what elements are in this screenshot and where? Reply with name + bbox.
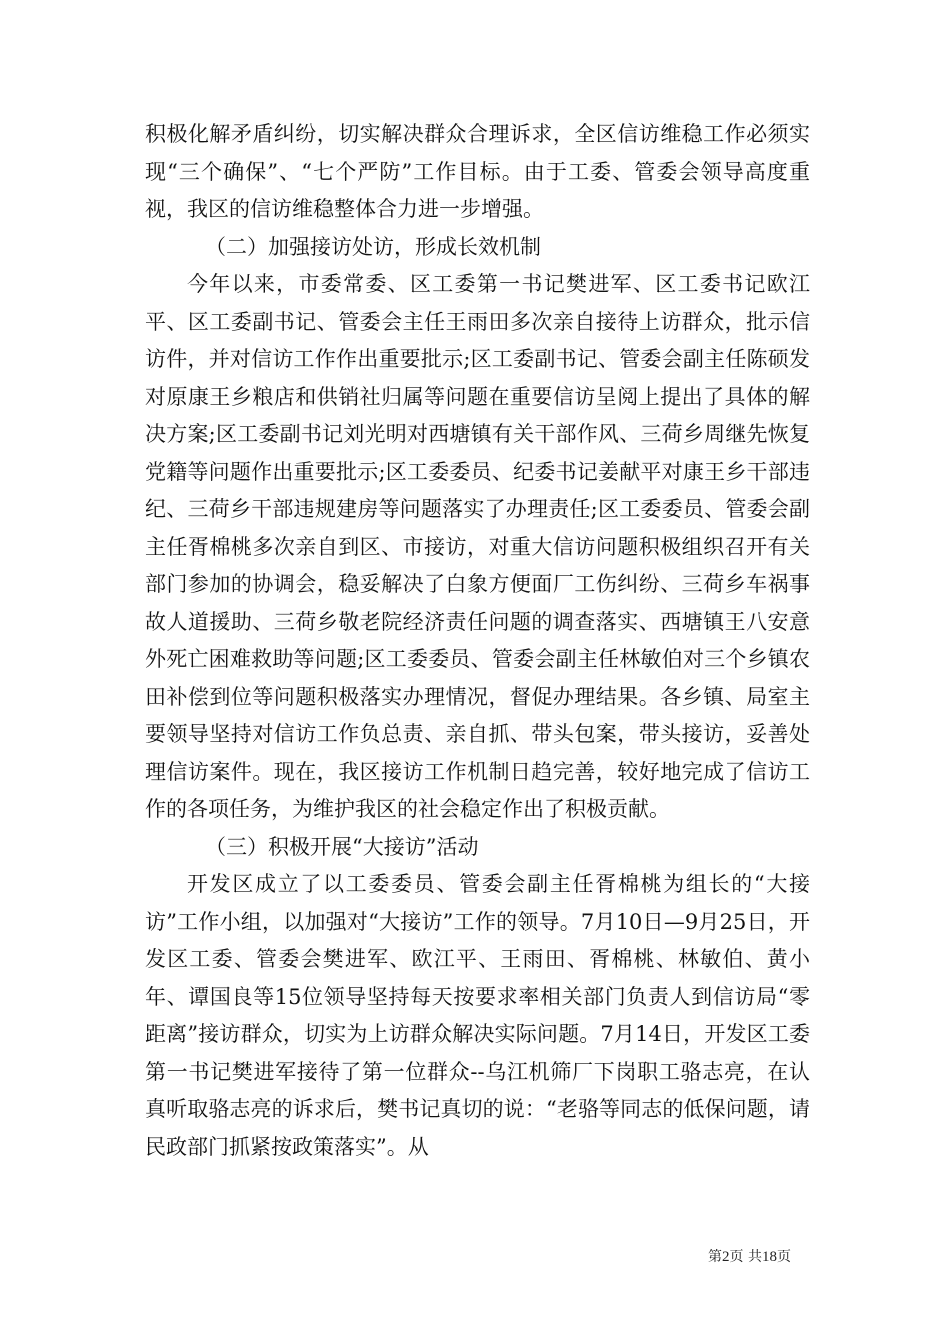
page-prefix: 第	[708, 1249, 722, 1265]
paragraph-continuation: 积极化解矛盾纠纷，切实解决群众合理诉求，全区信访维稳工作必须实现“三个确保”、“七个严防”工作目标。由于工委、管委会领导高度重视，我区的信访维稳整体合力进一步增强。	[145, 122, 810, 221]
page-middle: 页 共	[729, 1249, 762, 1265]
section-heading-2: （二）加强接访处访，形成长效机制	[205, 234, 541, 259]
document-body	[145, 116, 810, 1166]
current-page: 2	[722, 1249, 730, 1265]
paragraph-body: 今年以来，市委常委、区工委第一书记樊进军、区工委书记欧江平、区工委副书记、管委会主任王雨田多次亲自接待上访群众，批示信访件，并对信访工作作出重要批示;区工委副书记、管委会副主任陈硕发对原康王乡粮店和供销社归属等问题在重要信访呈阅上提出了具体的解决方案;区工委副书记刘光明对西塘镇有关干部作风、三荷乡周继先恢复党籍等问题作出重要批示;区工委委员、纪委书记姜献平对康王乡干部违纪、三荷乡干部违规建房等问题落实了办理责任;区工委委员、管委会副主任胥棉桃多次亲自到区、市接访，对重大信访问题积极组织召开有关部门参加的协调会，稳妥解决了白象方便面厂工伤纠纷、三荷乡车祸事故人道援助、三荷乡敬老院经济责任问题的调查落实、西塘镇王八安意外死亡困难救助等问题;区工委委员、管委会副主任林敏伯对三个乡镇农田补偿到位等问题积极落实办理情况，督促办理结果。各乡镇、局室主要领导坚持对信访工作负总责、亲自抓、带头包案，带头接访，妥善处理信访案件。现在，我区接访工作机制日趋完善，较好地完成了信访工作的各项任务，为维护我区的社会稳定作出了积极贡献。	[145, 272, 810, 821]
section-heading-3: （三）积极开展“大接访”活动	[205, 834, 479, 859]
page-suffix: 页	[776, 1249, 791, 1265]
page-number	[708, 1246, 791, 1266]
total-pages: 18	[761, 1249, 777, 1265]
paragraph-body: 开发区成立了以工委委员、管委会副主任胥棉桃为组长的“大接访”工作小组，以加强对“大接访”工作的领导。7月10日—9月25日，开发区工委、管委会樊进军、欧江平、王雨田、胥棉桃、林敏伯、黄小年、谭国良等15位领导坚持每天按要求率相关部门负责人到信访局“零距离”接访群众，切实为上访群众解决实际问题。7月14日，开发区工委第一书记樊进军接待了第一位群众--乌江机筛厂下岗职工骆志亮，在认真听取骆志亮的诉求后，樊书记真切的说：“老骆等同志的低保问题，请民政部门抓紧按政策落实”。从	[145, 872, 810, 1159]
